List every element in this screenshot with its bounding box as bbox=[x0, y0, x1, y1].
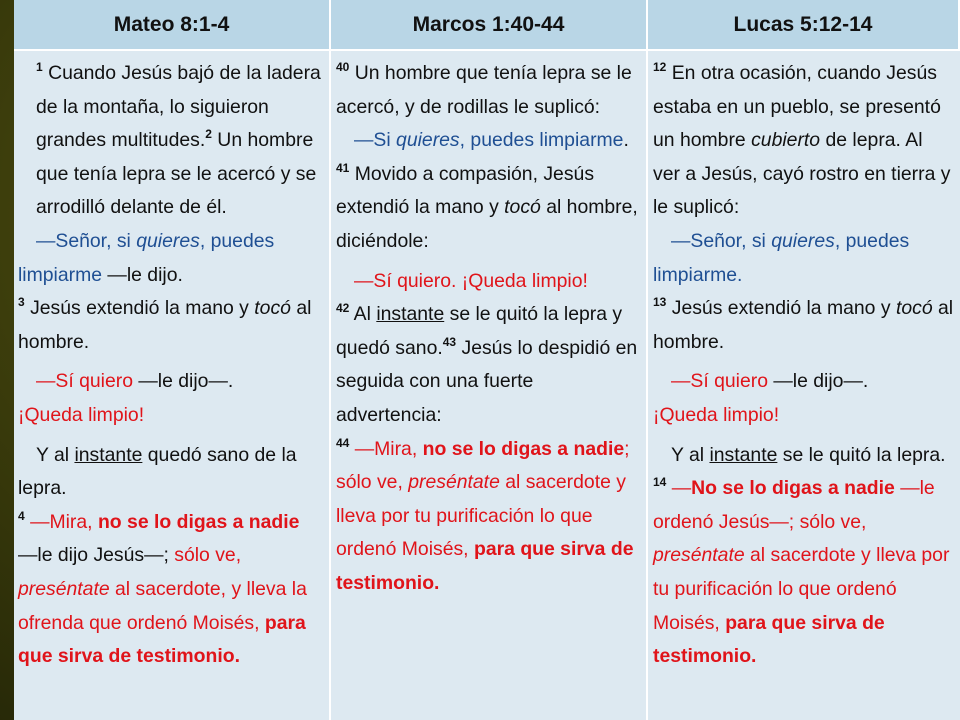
red-letter-text: — bbox=[666, 477, 692, 500]
red-letter-bold: para que sirva de testimonio. bbox=[653, 611, 885, 668]
column-header-lucas: Lucas 5:12-14 bbox=[648, 0, 960, 51]
narration-text: —le dijo Jesús—; bbox=[18, 544, 175, 567]
verse-text: se le quitó la lepra. bbox=[777, 443, 946, 466]
verse-number: 44 bbox=[336, 435, 350, 450]
quote-italic: quieres bbox=[136, 229, 200, 252]
quote-leper bbox=[653, 225, 954, 292]
verse-text: Y al bbox=[671, 443, 710, 466]
quote-jesus bbox=[18, 365, 323, 432]
red-letter-text: ; sólo ve, bbox=[336, 437, 630, 494]
verse-text: al hombre, diciéndole: bbox=[336, 196, 638, 252]
quote-text: , puedes limpiarme. bbox=[653, 229, 910, 286]
verse-number: 1 bbox=[36, 60, 43, 74]
verse-text: Al bbox=[349, 303, 377, 326]
verse-number: 40 bbox=[336, 60, 350, 74]
passage-cell-mateo bbox=[14, 51, 331, 720]
red-letter-bold: para que sirva de testimonio. bbox=[336, 538, 634, 594]
red-letter-text: ¡Queda limpio! bbox=[653, 403, 780, 426]
verse-text: Jesús extendió la mano y bbox=[24, 297, 255, 320]
underlined-word: instante bbox=[709, 443, 778, 466]
passage-cell-marcos bbox=[331, 51, 648, 720]
verse-number: 41 bbox=[336, 160, 350, 175]
narration-text: . bbox=[623, 129, 629, 152]
verse-13-continued bbox=[653, 439, 954, 473]
quote-jesus bbox=[336, 265, 640, 299]
verse-40 bbox=[336, 57, 640, 124]
quote-leper bbox=[18, 225, 323, 292]
verse-text: Un hombre que tenía lepra se le acercó, y de rodillas le suplicó: bbox=[336, 62, 632, 118]
narration-text: —le dijo—. bbox=[133, 370, 234, 393]
red-letter-text: —le ordenó Jesús—; sólo ve, bbox=[653, 477, 935, 533]
quote-italic: quieres bbox=[771, 229, 835, 252]
verse-text: al hombre. bbox=[653, 297, 954, 353]
quote-jesus bbox=[653, 365, 954, 432]
verse-text: Cuando Jesús bajó de la ladera de la montaña, lo siguieron grandes multitudes. bbox=[36, 62, 321, 152]
red-letter-text: —Sí quiero bbox=[36, 370, 134, 393]
verse-number: 43 bbox=[442, 334, 457, 349]
red-letter-text: —Sí quiero bbox=[671, 370, 769, 393]
passage-cell-lucas bbox=[648, 51, 960, 720]
verse-italic: cubierto bbox=[751, 129, 821, 152]
red-letter-text: ¡Queda limpio! bbox=[18, 403, 145, 426]
verse-text: Jesús lo despidió en seguida con una fuerte advertencia: bbox=[336, 336, 638, 426]
verse-text: En otra ocasión, cuando Jesús estaba en un pueblo, se presentó un hombre bbox=[653, 62, 941, 152]
verse-italic: tocó bbox=[254, 297, 291, 320]
red-letter-bold: para que sirva de testimonio. bbox=[18, 611, 306, 668]
verse-number: 13 bbox=[653, 295, 667, 310]
verse-text: Un hombre que tenía lepra se le acercó y se arrodilló delante de él. bbox=[36, 129, 317, 219]
quote-text: , puedes limpiarme bbox=[18, 229, 275, 286]
verse-number: 14 bbox=[653, 475, 667, 490]
quote-text: —Si bbox=[354, 129, 397, 152]
verse-3 bbox=[18, 292, 323, 359]
red-letter-text: al sacerdote y lleva por tu purificación lo que ordenó Moisés, bbox=[336, 471, 626, 561]
verse-text: se le quitó la lepra y quedó sano. bbox=[336, 303, 623, 359]
red-letter-italic: preséntate bbox=[408, 471, 500, 494]
red-letter-text: al sacerdote, y lleva la ofrenda que ordenó Moisés, bbox=[18, 577, 307, 634]
verse-text: Jesús extendió la mano y bbox=[666, 297, 896, 320]
verse-number: 12 bbox=[653, 60, 667, 74]
verse-13 bbox=[653, 292, 954, 359]
red-letter-italic: preséntate bbox=[653, 544, 745, 567]
verse-44 bbox=[336, 433, 640, 601]
red-letter-bold: no se lo digas a nadie bbox=[97, 510, 300, 533]
red-letter-italic: preséntate bbox=[18, 577, 110, 600]
verse-1-2 bbox=[18, 57, 323, 225]
verse-4 bbox=[18, 506, 323, 674]
verse-41 bbox=[336, 158, 640, 259]
verse-text: al hombre. bbox=[18, 297, 312, 353]
red-letter-text: al sacerdote y lleva por tu purificación lo que ordenó Moisés, bbox=[653, 544, 950, 634]
verse-text: Y al bbox=[36, 443, 75, 466]
column-header-marcos: Marcos 1:40-44 bbox=[331, 0, 648, 51]
red-letter-text: sólo ve, bbox=[174, 544, 242, 567]
column-header-mateo: Mateo 8:1-4 bbox=[14, 0, 331, 51]
underlined-word: instante bbox=[74, 443, 143, 466]
underlined-word: instante bbox=[376, 303, 445, 326]
red-letter-bold: no se lo digas a nadie bbox=[422, 437, 625, 460]
red-letter-text: —Mira, bbox=[24, 510, 98, 533]
narration-text: —le dijo. bbox=[102, 263, 183, 286]
verse-text: Movido a compasión, Jesús extendió la mano y bbox=[336, 162, 595, 219]
quote-text: , puedes limpiarme bbox=[459, 129, 624, 152]
verse-42-43 bbox=[336, 298, 640, 432]
verse-italic: tocó bbox=[895, 297, 933, 320]
verse-number: 4 bbox=[18, 508, 25, 523]
verse-text: de lepra. Al ver a Jesús, cayó rostro en tierra y le suplicó: bbox=[653, 129, 951, 219]
red-letter-text: —Sí quiero. ¡Queda limpio! bbox=[354, 269, 588, 292]
verse-number: 2 bbox=[205, 127, 212, 142]
verse-3-continued bbox=[18, 439, 323, 506]
verse-italic: tocó bbox=[504, 196, 541, 219]
quote-text: —Señor, si bbox=[36, 229, 137, 252]
verse-text: quedó sano de la lepra. bbox=[18, 443, 297, 500]
red-letter-text: —Mira, bbox=[349, 437, 423, 460]
red-letter-bold: No se lo digas a nadie bbox=[691, 477, 895, 500]
verse-number: 3 bbox=[18, 295, 25, 310]
verse-14 bbox=[653, 472, 954, 674]
quote-leper bbox=[336, 124, 640, 158]
gospel-comparison-table bbox=[14, 0, 960, 720]
narration-text: —le dijo—. bbox=[768, 370, 869, 393]
quote-italic: quieres bbox=[396, 129, 460, 152]
verse-number: 42 bbox=[336, 301, 350, 316]
quote-text: —Señor, si bbox=[671, 229, 772, 252]
verse-12 bbox=[653, 57, 954, 225]
